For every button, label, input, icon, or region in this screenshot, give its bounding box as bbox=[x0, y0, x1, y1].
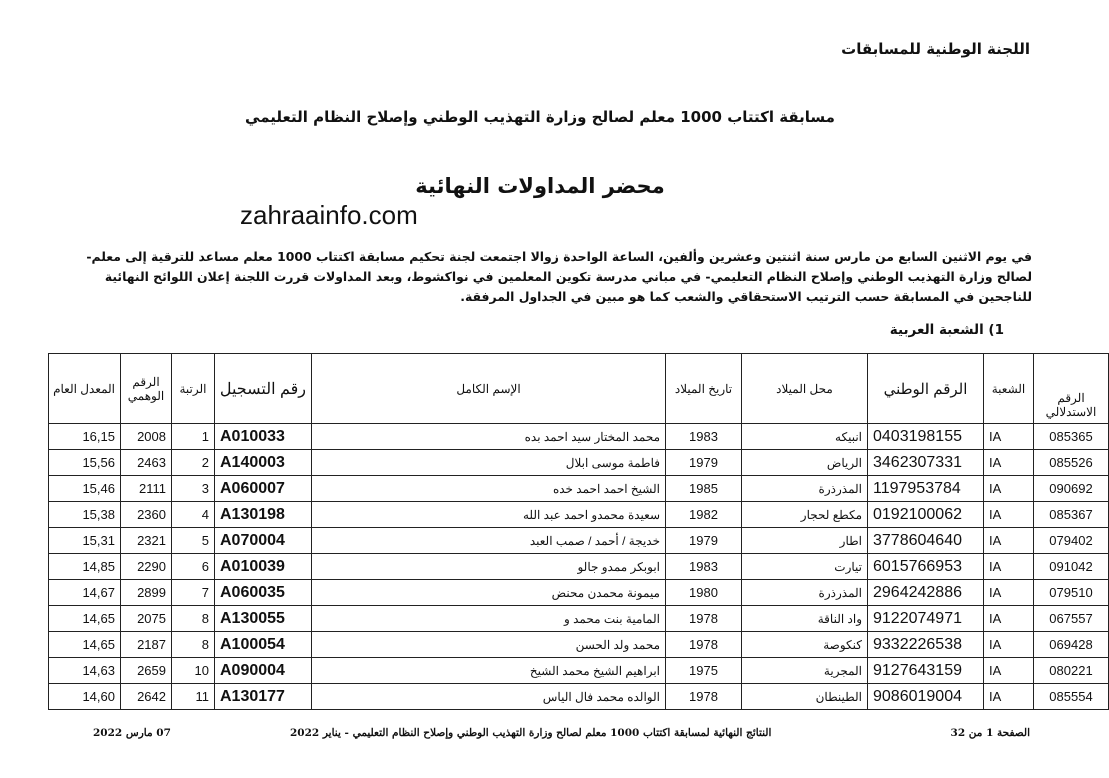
cell-rank: 2 bbox=[172, 450, 215, 476]
cell-rank: 3 bbox=[172, 476, 215, 502]
cell-national-id: 9127643159 bbox=[868, 658, 984, 684]
cell-registration: A130198 bbox=[215, 502, 312, 528]
cell-branch: IA bbox=[984, 554, 1034, 580]
cell-rank: 10 bbox=[172, 658, 215, 684]
cell-branch: IA bbox=[984, 580, 1034, 606]
cell-branch: IA bbox=[984, 502, 1034, 528]
cell-registration: A060007 bbox=[215, 476, 312, 502]
cell-birth-place: واد الناقة bbox=[742, 606, 868, 632]
cell-birth-date: 1982 bbox=[666, 502, 742, 528]
cell-dummy-number: 2463 bbox=[121, 450, 172, 476]
cell-branch: IA bbox=[984, 606, 1034, 632]
cell-average: 14,65 bbox=[49, 606, 121, 632]
cell-birth-place: المذرذرة bbox=[742, 580, 868, 606]
header-birth-date: تاريخ الميلاد bbox=[666, 354, 742, 424]
header-registration: رقم التسجيل bbox=[215, 354, 312, 424]
results-table bbox=[48, 353, 1109, 710]
cell-branch: IA bbox=[984, 632, 1034, 658]
cell-average: 14,85 bbox=[49, 554, 121, 580]
cell-full-name: خديجة / أحمد / صمب العبد bbox=[312, 528, 666, 554]
header-dummy-number: الرقم الوهمي bbox=[121, 354, 172, 424]
cell-average: 14,63 bbox=[49, 658, 121, 684]
cell-branch: IA bbox=[984, 658, 1034, 684]
cell-rank: 6 bbox=[172, 554, 215, 580]
cell-birth-place: مكطع لحجار bbox=[742, 502, 868, 528]
cell-birth-date: 1978 bbox=[666, 606, 742, 632]
header-average: المعدل العام bbox=[49, 354, 121, 424]
table-row bbox=[49, 580, 1109, 606]
cell-full-name: سعيدة محمدو احمد عبد الله bbox=[312, 502, 666, 528]
cell-rank: 5 bbox=[172, 528, 215, 554]
cell-full-name: ميمونة محمدن محنض bbox=[312, 580, 666, 606]
cell-birth-place: تيارت bbox=[742, 554, 868, 580]
cell-average: 16,15 bbox=[49, 424, 121, 450]
cell-average: 15,56 bbox=[49, 450, 121, 476]
cell-birth-date: 1985 bbox=[666, 476, 742, 502]
cell-dummy-number: 2187 bbox=[121, 632, 172, 658]
cell-birth-place: الرياض bbox=[742, 450, 868, 476]
cell-registration: A010039 bbox=[215, 554, 312, 580]
cell-registration: A140003 bbox=[215, 450, 312, 476]
cell-reference-number: 085365 bbox=[1034, 424, 1109, 450]
cell-full-name: محمد المختار سيد احمد بده bbox=[312, 424, 666, 450]
cell-branch: IA bbox=[984, 424, 1034, 450]
cell-reference-number: 085367 bbox=[1034, 502, 1109, 528]
table-header-row bbox=[49, 354, 1109, 424]
cell-national-id: 0403198155 bbox=[868, 424, 984, 450]
cell-dummy-number: 2111 bbox=[121, 476, 172, 502]
table-row bbox=[49, 554, 1109, 580]
cell-rank: 8 bbox=[172, 606, 215, 632]
cell-birth-place: انبيكه bbox=[742, 424, 868, 450]
cell-birth-date: 1975 bbox=[666, 658, 742, 684]
cell-reference-number: 080221 bbox=[1034, 658, 1109, 684]
cell-dummy-number: 2899 bbox=[121, 580, 172, 606]
cell-average: 15,38 bbox=[49, 502, 121, 528]
cell-birth-date: 1979 bbox=[666, 528, 742, 554]
cell-rank: 8 bbox=[172, 632, 215, 658]
cell-national-id: 2964242886 bbox=[868, 580, 984, 606]
cell-reference-number: 085526 bbox=[1034, 450, 1109, 476]
cell-branch: IA bbox=[984, 450, 1034, 476]
cell-full-name: المامية بنت محمد و bbox=[312, 606, 666, 632]
cell-national-id: 6015766953 bbox=[868, 554, 984, 580]
cell-birth-date: 1978 bbox=[666, 632, 742, 658]
organization-name: اللجنة الوطنية للمسابقات bbox=[841, 40, 1030, 58]
cell-full-name: محمد ولد الحسن bbox=[312, 632, 666, 658]
cell-average: 14,60 bbox=[49, 684, 121, 710]
cell-full-name: الشيخ احمد احمد خده bbox=[312, 476, 666, 502]
cell-reference-number: 090692 bbox=[1034, 476, 1109, 502]
table-row bbox=[49, 450, 1109, 476]
cell-birth-place: كنكوصة bbox=[742, 632, 868, 658]
cell-average: 14,67 bbox=[49, 580, 121, 606]
header-birth-place: محل الميلاد bbox=[742, 354, 868, 424]
cell-full-name: الوالده محمد فال الياس bbox=[312, 684, 666, 710]
cell-rank: 1 bbox=[172, 424, 215, 450]
cell-rank: 11 bbox=[172, 684, 215, 710]
cell-reference-number: 079510 bbox=[1034, 580, 1109, 606]
header-national-id: الرقم الوطني bbox=[868, 354, 984, 424]
cell-dummy-number: 2360 bbox=[121, 502, 172, 528]
cell-registration: A070004 bbox=[215, 528, 312, 554]
cell-national-id: 9086019004 bbox=[868, 684, 984, 710]
header-reference-number: الرقم الاستدلالي bbox=[1034, 354, 1109, 424]
cell-birth-place: المذرذرة bbox=[742, 476, 868, 502]
section-label: 1) الشعبة العربية bbox=[889, 322, 1004, 338]
footer-date: 07 مارس 2022 bbox=[93, 727, 171, 739]
table-row bbox=[49, 424, 1109, 450]
footer-page-number: الصفحة 1 من 32 bbox=[950, 727, 1030, 739]
cell-dummy-number: 2642 bbox=[121, 684, 172, 710]
cell-national-id: 0192100062 bbox=[868, 502, 984, 528]
cell-reference-number: 091042 bbox=[1034, 554, 1109, 580]
cell-rank: 4 bbox=[172, 502, 215, 528]
competition-subtitle: مسابقة اكتتاب 1000 معلم لصالح وزارة التهذيب الوطني وإصلاح النظام التعليمي bbox=[245, 108, 835, 126]
cell-full-name: ابوبكر ممدو جالو bbox=[312, 554, 666, 580]
cell-reference-number: 085554 bbox=[1034, 684, 1109, 710]
cell-registration: A130177 bbox=[215, 684, 312, 710]
footer-caption: النتائج النهائية لمسابقة اكتتاب 1000 معلم لصالح وزارة التهذيب الوطني وإصلاح النظام التعليمي - يناير 2022 bbox=[290, 727, 772, 739]
cell-dummy-number: 2290 bbox=[121, 554, 172, 580]
cell-registration: A130055 bbox=[215, 606, 312, 632]
table-row bbox=[49, 528, 1109, 554]
cell-average: 14,65 bbox=[49, 632, 121, 658]
table-row bbox=[49, 606, 1109, 632]
document-title: محضر المداولات النهائية bbox=[415, 174, 665, 198]
header-rank: الرتبة bbox=[172, 354, 215, 424]
cell-birth-date: 1979 bbox=[666, 450, 742, 476]
cell-registration: A090004 bbox=[215, 658, 312, 684]
cell-birth-date: 1980 bbox=[666, 580, 742, 606]
cell-national-id: 1197953784 bbox=[868, 476, 984, 502]
cell-national-id: 3462307331 bbox=[868, 450, 984, 476]
cell-dummy-number: 2075 bbox=[121, 606, 172, 632]
cell-registration: A010033 bbox=[215, 424, 312, 450]
cell-national-id: 9122074971 bbox=[868, 606, 984, 632]
cell-dummy-number: 2659 bbox=[121, 658, 172, 684]
cell-registration: A100054 bbox=[215, 632, 312, 658]
cell-birth-place: الطينطان bbox=[742, 684, 868, 710]
header-full-name: الإسم الكامل bbox=[312, 354, 666, 424]
table-row bbox=[49, 502, 1109, 528]
cell-dummy-number: 2321 bbox=[121, 528, 172, 554]
cell-birth-place: اطار bbox=[742, 528, 868, 554]
cell-birth-place: المجرية bbox=[742, 658, 868, 684]
cell-branch: IA bbox=[984, 476, 1034, 502]
header-branch: الشعبة bbox=[984, 354, 1034, 424]
cell-average: 15,31 bbox=[49, 528, 121, 554]
cell-national-id: 3778604640 bbox=[868, 528, 984, 554]
intro-paragraph: في يوم الاثنين السابع من مارس سنة اثنتين وعشرين وألفين، الساعة الواحدة زوالا اجتمعت لجنة تحكيم مسابقة اكتتاب 1000 معلم مساعد للترقية إلى معلم- لصالح وزارة التهذيب الوطني وإصلاح النظام التعليمي- في مباني مدرسة تكوين المعلمين في نواكشوط، وبعد المداولات قررت اللجنة إعلان اللوائح النهائية للناجحين في المسابقة حسب الترتيب الاستحقاقي والشعب كما هو مبين في الجداول المرفقة. bbox=[86, 249, 1032, 304]
cell-birth-date: 1983 bbox=[666, 424, 742, 450]
cell-reference-number: 067557 bbox=[1034, 606, 1109, 632]
cell-registration: A060035 bbox=[215, 580, 312, 606]
cell-full-name: ابراهيم الشيخ محمد الشيخ bbox=[312, 658, 666, 684]
watermark: zahraainfo.com bbox=[240, 200, 418, 230]
cell-reference-number: 079402 bbox=[1034, 528, 1109, 554]
cell-dummy-number: 2008 bbox=[121, 424, 172, 450]
cell-reference-number: 069428 bbox=[1034, 632, 1109, 658]
cell-branch: IA bbox=[984, 528, 1034, 554]
cell-branch: IA bbox=[984, 684, 1034, 710]
table-row bbox=[49, 684, 1109, 710]
cell-birth-date: 1983 bbox=[666, 554, 742, 580]
cell-rank: 7 bbox=[172, 580, 215, 606]
table-row bbox=[49, 476, 1109, 502]
cell-birth-date: 1978 bbox=[666, 684, 742, 710]
cell-national-id: 9332226538 bbox=[868, 632, 984, 658]
table-row bbox=[49, 658, 1109, 684]
cell-full-name: فاطمة موسى ابلال bbox=[312, 450, 666, 476]
cell-average: 15,46 bbox=[49, 476, 121, 502]
table-row bbox=[49, 632, 1109, 658]
